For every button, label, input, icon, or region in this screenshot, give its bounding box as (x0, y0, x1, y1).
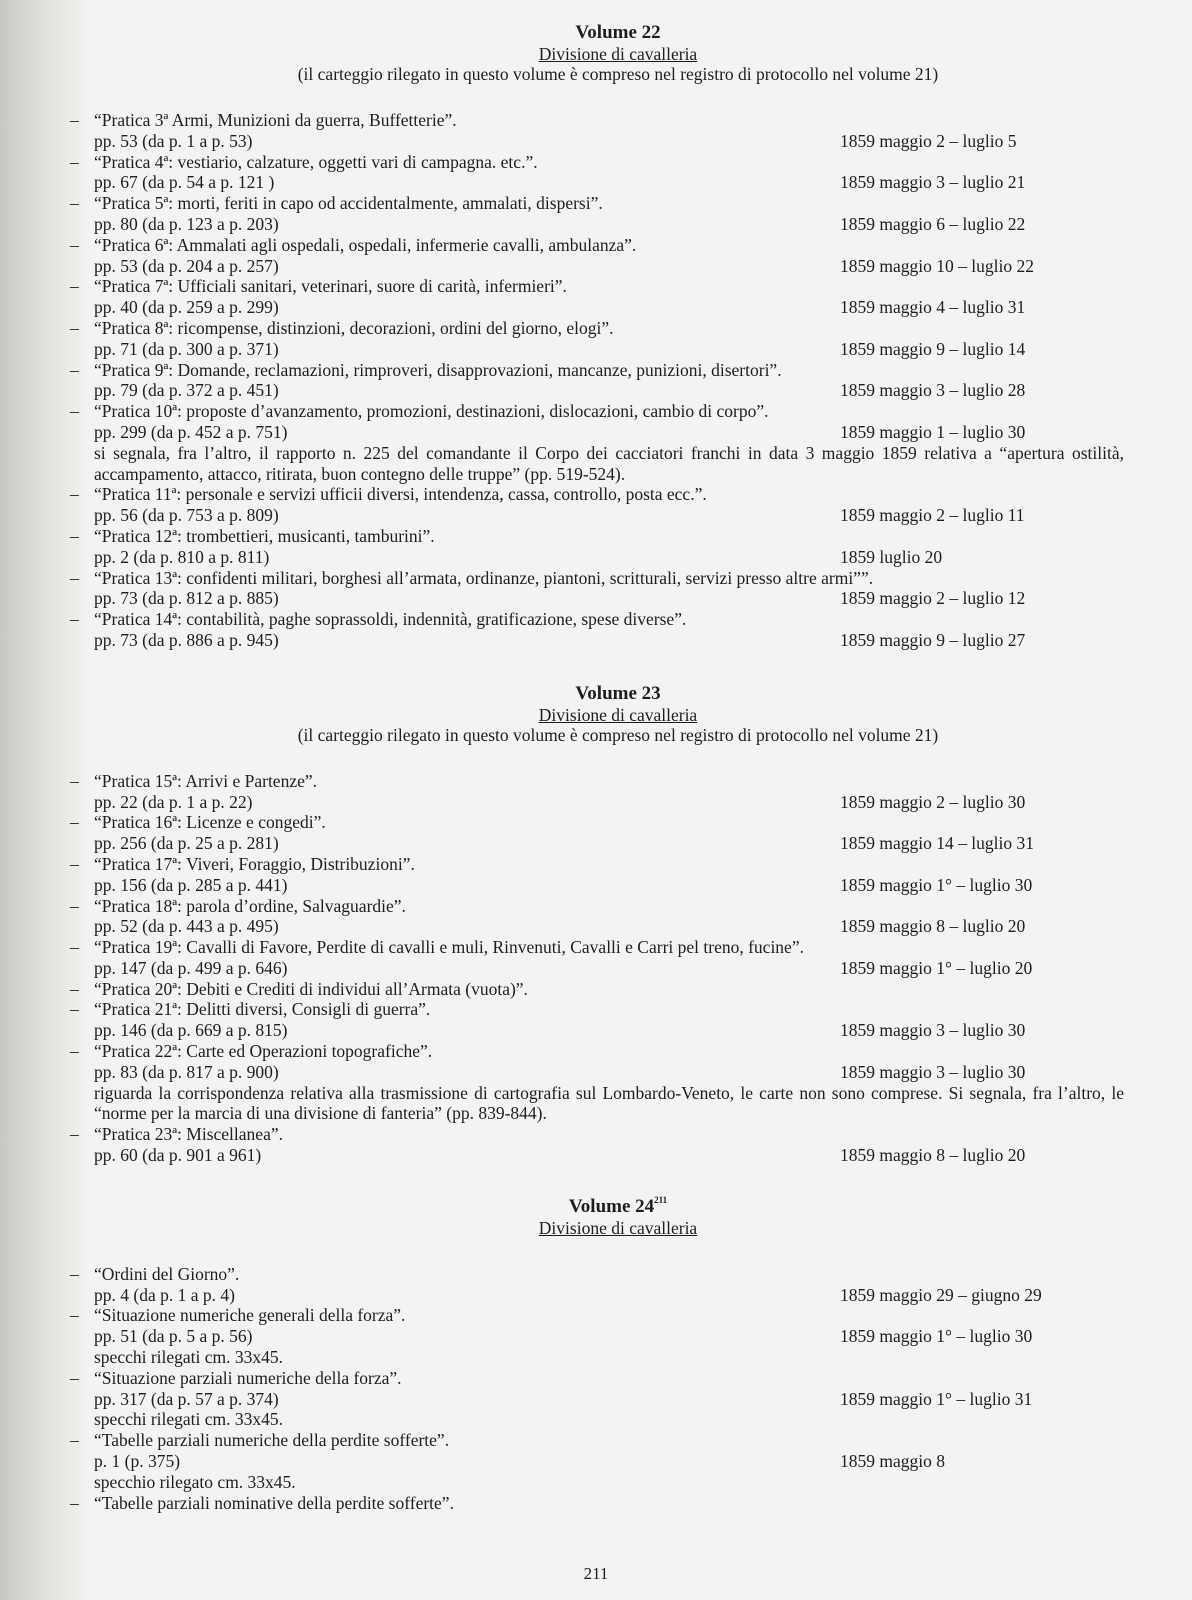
entry-details (88, 131, 1148, 152)
volume-title-text: Volume 23 (575, 682, 661, 704)
list-item (70, 978, 1148, 1000)
dash-bullet-icon: – (70, 853, 79, 874)
dash-bullet-icon: – (70, 317, 79, 338)
entry-title: “Pratica 15ª: Arrivi e Partenze”. (94, 770, 317, 791)
entry-pages: pp. 22 (da p. 1 a p. 22) (94, 791, 253, 812)
list-item (70, 567, 1148, 610)
entry-dates: 1859 maggio 2 – luglio 12 (840, 588, 1026, 609)
dash-bullet-icon: – (70, 234, 79, 255)
dash-bullet-icon: – (70, 978, 79, 999)
entry-details (88, 1145, 1148, 1166)
entry-pages: pp. 83 (da p. 817 a p. 900) (94, 1061, 279, 1082)
entry-pages: pp. 53 (da p. 1 a p. 53) (94, 130, 253, 151)
entry-title: “Pratica 9ª: Domande, reclamazioni, rimproveri, disapprovazioni, mancanze, punizioni, disertori”. (94, 359, 782, 380)
entry-title: “Pratica 7ª: Ufficiali sanitari, veterinari, suore di carità, infermieri”. (94, 276, 567, 297)
entry-title: “Situazione parziali numeriche della forza”. (94, 1367, 402, 1388)
entry-title: “Pratica 11ª: personale e servizi ufficii diversi, intendenza, cassa, controllo, posta ecc.”. (94, 484, 707, 505)
entry-title: “Pratica 3ª Armi, Munizioni da guerra, Buffetterie”. (94, 110, 457, 130)
entry-dates: 1859 maggio 4 – luglio 31 (840, 297, 1026, 318)
entry-list (70, 770, 1148, 1166)
list-item (70, 276, 1148, 318)
entry-pages: pp. 60 (da p. 901 a 961) (94, 1145, 262, 1166)
entry-pages: pp. 4 (da p. 1 a p. 4) (94, 1284, 235, 1305)
entry-pages: pp. 73 (da p. 886 a p. 945) (94, 629, 279, 650)
entry-dates: 1859 maggio 2 – luglio 11 (840, 505, 1025, 526)
entry-title: “Pratica 20ª: Debiti e Crediti di individui all’Armata (vuota)”. (94, 978, 528, 999)
entry-pages: pp. 53 (da p. 204 a p. 257) (94, 255, 279, 276)
entry-title: “Situazione numeriche generali della forza”. (94, 1305, 406, 1326)
dash-bullet-icon: – (70, 999, 79, 1020)
entry-list (70, 1263, 1148, 1514)
entry-dates: 1859 maggio 3 – luglio 28 (840, 380, 1026, 401)
dash-bullet-icon: – (70, 1124, 79, 1145)
entry-title: “Pratica 18ª: parola d’ordine, Salvaguardie”. (94, 895, 406, 916)
entry-title: “Tabelle parziali numeriche della perdite sofferte”. (94, 1430, 450, 1451)
list-item (70, 895, 1148, 938)
page-number: 211 (583, 1564, 609, 1583)
entry-details (88, 875, 1148, 896)
entry-pages: pp. 80 (da p. 123 a p. 203) (94, 213, 279, 234)
dash-bullet-icon: – (70, 895, 79, 916)
entry-pages: pp. 56 (da p. 753 a p. 809) (94, 505, 279, 526)
entry-dates: 1859 maggio 8 – luglio 20 (840, 1145, 1026, 1166)
volume-header (88, 22, 1148, 84)
entry-note: riguarda la corrispondenza relativa alla trasmissione di cartografia sul Lombardo-Veneto, le carte non sono comprese. Si segnala, fra l’altro, le “norme per la marcia di una divisione di fanteria” (pp. 839-844). (94, 1082, 1124, 1124)
list-item (70, 937, 1148, 979)
section-spacer (88, 1166, 1148, 1196)
entry-dates: 1859 maggio 1° – luglio 30 (840, 874, 1033, 895)
entry-pages: pp. 40 (da p. 259 a p. 299) (94, 297, 279, 318)
entry-title: “Pratica 14ª: contabilità, paghe soprassoldi, indennità, gratificazione, spese diverse”. (94, 609, 687, 630)
entry-title: “Pratica 19ª: Cavalli di Favore, Perdite di cavalli e muli, Rinvenuti, Cavalli e Carri pel treno, fucine”. (94, 937, 804, 958)
dash-bullet-icon: – (70, 151, 79, 172)
dash-bullet-icon: – (70, 567, 79, 588)
list-item (70, 609, 1148, 651)
entry-title: “Pratica 10ª: proposte d’avanzamento, promozioni, destinazioni, dislocazioni, cambio di corpo”. (94, 401, 769, 422)
entry-title: “Pratica 13ª: confidenti militari, borghesi all’armata, ordinanze, piantoni, scritturali, servizi presso altre armi””. (94, 567, 874, 588)
list-item (70, 770, 1148, 813)
list-item (70, 234, 1148, 277)
dash-bullet-icon: – (70, 609, 79, 630)
entry-title: “Pratica 21ª: Delitti diversi, Consigli di guerra”. (94, 999, 431, 1020)
entry-pages: pp. 2 (da p. 810 a p. 811) (94, 546, 270, 567)
entry-details (88, 1062, 1148, 1083)
dash-bullet-icon: – (70, 1367, 79, 1388)
list-item (70, 359, 1148, 402)
volume-note: (il carteggio rilegato in questo volume è compreso nel registro di protocollo nel volume 21) (297, 724, 939, 745)
list-item (70, 317, 1148, 360)
entry-title: “Pratica 17ª: Viveri, Foraggio, Distribuzioni”. (94, 853, 415, 874)
entry-dates: 1859 maggio 8 – luglio 20 (840, 916, 1026, 937)
volume-subtitle: Divisione di cavalleria (538, 704, 698, 725)
entry-dates: 1859 maggio 9 – luglio 14 (840, 338, 1026, 359)
list-item (70, 1430, 1148, 1492)
entry-pages: pp. 71 (da p. 300 a p. 371) (94, 338, 279, 359)
entry-title: “Ordini del Giorno”. (94, 1263, 240, 1284)
entry-title: “Pratica 12ª: trombettieri, musicanti, tamburini”. (94, 525, 435, 546)
footnote-ref: 211 (654, 1194, 668, 1205)
entry-details (88, 505, 1148, 526)
volume-subtitle: Divisione di cavalleria (538, 44, 698, 64)
entry-details (88, 833, 1148, 854)
entry-dates: 1859 maggio 3 – luglio 30 (840, 1020, 1026, 1041)
entry-pages: pp. 79 (da p. 372 a p. 451) (94, 380, 279, 401)
entry-note: si segnala, fra l’altro, il rapporto n. 225 del comandante il Corpo dei cacciatori franchi in data 3 maggio 1859 relativa a “apertura ostilità, accampamento, attacco, ritirata, buon contegno delle truppe” (pp. 519-524). (94, 442, 1124, 484)
entry-dates: 1859 luglio 20 (840, 546, 943, 567)
entry-details (88, 958, 1148, 979)
dash-bullet-icon: – (70, 276, 79, 297)
volume-header (88, 683, 1148, 745)
entry-details (88, 422, 1148, 443)
entry-title: “Pratica 23ª: Miscellanea”. (94, 1124, 283, 1145)
entry-details (88, 792, 1148, 813)
list-item (70, 525, 1148, 568)
list-item (70, 999, 1148, 1041)
entry-details (88, 297, 1148, 318)
entry-dates: 1859 maggio 1 – luglio 30 (840, 421, 1026, 442)
entry-details (88, 380, 1148, 401)
list-item (70, 151, 1148, 194)
dash-bullet-icon: – (70, 401, 79, 422)
volume-header (88, 1196, 1148, 1238)
volume-note: (il carteggio rilegato in questo volume è compreso nel registro di protocollo nel volume 21) (297, 64, 939, 84)
entry-pages: pp. 147 (da p. 499 a p. 646) (94, 957, 288, 978)
entry-details (88, 256, 1148, 277)
entry-pages: pp. 67 (da p. 54 a p. 121 ) (94, 172, 275, 193)
entry-pages: pp. 256 (da p. 25 a p. 281) (94, 833, 279, 854)
entry-details (88, 588, 1148, 609)
entry-pages: pp. 156 (da p. 285 a p. 441) (94, 874, 288, 895)
entry-title: “Pratica 22ª: Carte ed Operazioni topografiche”. (94, 1041, 433, 1062)
entry-dates: 1859 maggio 1° – luglio 30 (840, 1326, 1033, 1347)
dash-bullet-icon: – (70, 525, 79, 546)
entry-pages: pp. 51 (da p. 5 a p. 56) (94, 1326, 253, 1347)
entry-dates: 1859 maggio 10 – luglio 22 (840, 255, 1034, 276)
list-item (70, 1124, 1148, 1166)
list-item (70, 812, 1148, 854)
entry-pages: pp. 299 (da p. 452 a p. 751) (94, 421, 288, 442)
dash-bullet-icon: – (70, 110, 79, 130)
entry-details (88, 1020, 1148, 1041)
dash-bullet-icon: – (70, 484, 79, 505)
dash-bullet-icon: – (70, 1305, 79, 1326)
entry-title: “Pratica 16ª: Licenze e congedi”. (94, 812, 326, 833)
entry-dates: 1859 maggio 29 – giugno 29 (840, 1284, 1042, 1305)
entry-dates: 1859 maggio 2 – luglio 30 (840, 791, 1026, 812)
entry-details (88, 916, 1148, 937)
entry-details (88, 1285, 1148, 1306)
dash-bullet-icon: – (70, 359, 79, 380)
list-item (70, 110, 1148, 152)
entry-title: “Pratica 8ª: ricompense, distinzioni, decorazioni, ordini del giorno, elogi”. (94, 317, 614, 338)
entry-dates: 1859 maggio 1° – luglio 31 (840, 1388, 1033, 1409)
dash-bullet-icon: – (70, 1263, 79, 1284)
list-item (70, 853, 1148, 896)
entry-list (70, 110, 1148, 651)
list-item (70, 1492, 1148, 1514)
entry-title: “Tabelle parziali nominative della perdite sofferte”. (94, 1492, 454, 1513)
entry-details (88, 547, 1148, 568)
entry-details (88, 172, 1148, 193)
entry-note: specchi rilegati cm. 33x45. (94, 1347, 284, 1368)
volume-title-text: Volume 22 (575, 22, 661, 43)
entry-pages: p. 1 (p. 375) (94, 1451, 181, 1472)
volume-title (88, 1196, 1148, 1218)
dash-bullet-icon: – (70, 812, 79, 833)
list-item (70, 1305, 1148, 1368)
entry-pages: pp. 146 (da p. 669 a p. 815) (94, 1020, 288, 1041)
entry-dates: 1859 maggio 14 – luglio 31 (840, 833, 1034, 854)
entry-dates: 1859 maggio 6 – luglio 22 (840, 213, 1026, 234)
entry-dates: 1859 maggio 3 – luglio 21 (840, 172, 1026, 193)
entry-details (88, 1389, 1148, 1410)
entry-note: specchio rilegato cm. 33x45. (94, 1471, 296, 1492)
entry-dates: 1859 maggio 9 – luglio 27 (840, 629, 1026, 650)
list-item (70, 193, 1148, 235)
list-item (70, 401, 1148, 484)
entry-note: specchi rilegati cm. 33x45. (94, 1409, 284, 1430)
dash-bullet-icon: – (70, 770, 79, 791)
entry-details (88, 1451, 1148, 1472)
entry-details (88, 630, 1148, 651)
entry-pages: pp. 73 (da p. 812 a p. 885) (94, 588, 279, 609)
dash-bullet-icon: – (70, 1492, 79, 1513)
dash-bullet-icon: – (70, 193, 79, 214)
volume-title (88, 22, 1148, 44)
entry-dates: 1859 maggio 8 (840, 1451, 945, 1472)
entry-details (88, 214, 1148, 235)
entry-details (88, 339, 1148, 360)
volume-subtitle: Divisione di cavalleria (538, 1217, 698, 1238)
dash-bullet-icon: – (70, 1041, 79, 1062)
entry-dates: 1859 maggio 2 – luglio 5 (840, 130, 1017, 151)
entry-pages: pp. 52 (da p. 443 a p. 495) (94, 916, 279, 937)
dash-bullet-icon: – (70, 1430, 79, 1451)
entry-dates: 1859 maggio 1° – luglio 20 (840, 957, 1033, 978)
entry-title: “Pratica 5ª: morti, feriti in capo od accidentalmente, ammalati, dispersi”. (94, 193, 603, 214)
list-item (70, 1041, 1148, 1124)
entry-title: “Pratica 6ª: Ammalati agli ospedali, ospedali, infermerie cavalli, ambulanza”. (94, 234, 637, 255)
document-page (70, 22, 1148, 1513)
entry-title: “Pratica 4ª: vestiario, calzature, oggetti vari di campagna. etc.”. (94, 151, 538, 172)
list-item (70, 1367, 1148, 1430)
volume-title-text: Volume 24 (568, 1195, 655, 1217)
entry-dates: 1859 maggio 3 – luglio 30 (840, 1061, 1026, 1082)
list-item (70, 484, 1148, 526)
dash-bullet-icon: – (70, 937, 79, 958)
section-spacer (88, 651, 1148, 683)
entry-details (88, 1326, 1148, 1347)
list-item (70, 1263, 1148, 1306)
volume-title (88, 683, 1148, 705)
entry-pages: pp. 317 (da p. 57 a p. 374) (94, 1388, 279, 1409)
